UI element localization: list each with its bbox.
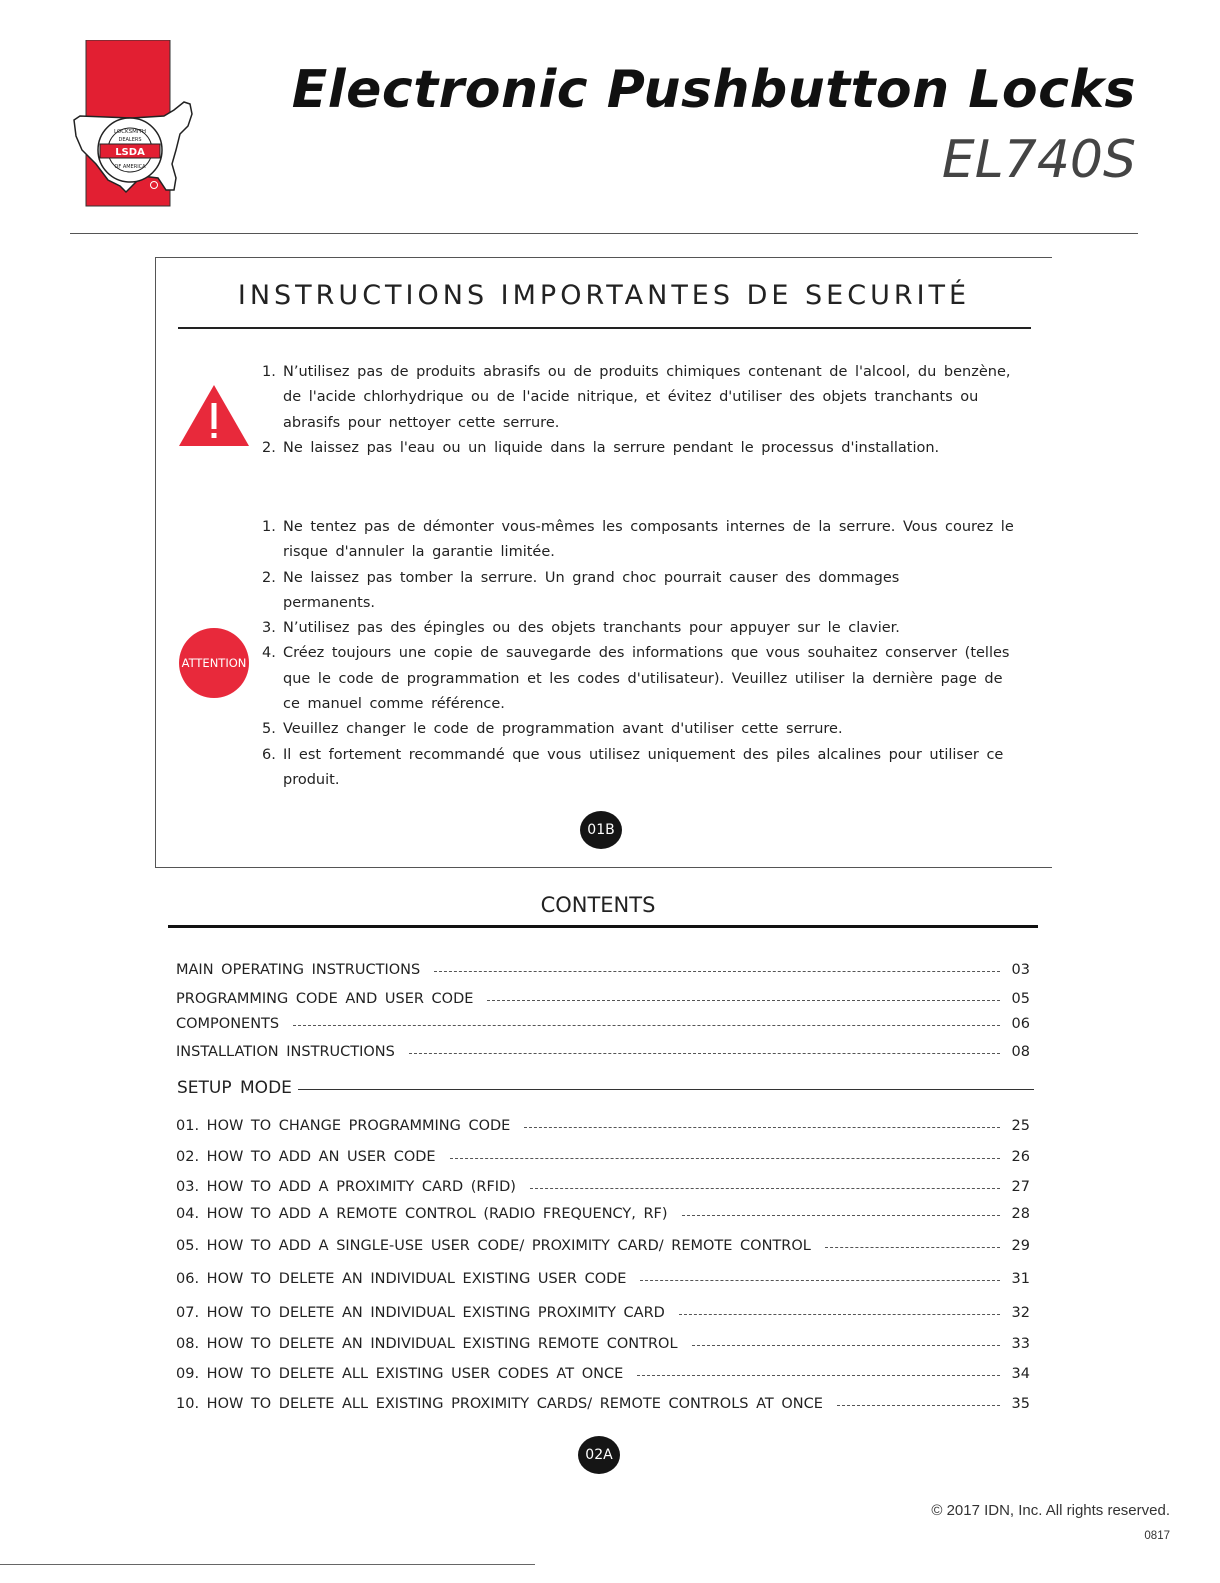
- document-title: Electronic Pushbutton Locks: [291, 60, 1136, 120]
- toc-entry[interactable]: 05. HOW TO ADD A SINGLE-USE USER CODE/ PROXIMITY CARD/ REMOTE CONTROL 29: [176, 1238, 1030, 1254]
- toc-entry[interactable]: INSTALLATION INSTRUCTIONS 08: [176, 1044, 1030, 1060]
- safety-title-divider: [178, 327, 1031, 329]
- warning-list: [262, 360, 1032, 461]
- attention-list: [262, 515, 1022, 793]
- svg-text:DEALERS: DEALERS: [118, 137, 142, 143]
- warning-icon: [178, 383, 250, 447]
- list-item: 4. Créez toujours une copie de sauvegarde des informations que vous souhaitez conserver (telles que le code de programmation et les codes d'utilisateur). Veuillez utiliser la dernière page de ce manuel comme référence.: [262, 645, 1010, 713]
- toc-entry[interactable]: 01. HOW TO CHANGE PROGRAMMING CODE 25: [176, 1118, 1030, 1134]
- toc-entry[interactable]: 09. HOW TO DELETE ALL EXISTING USER CODES AT ONCE 34: [176, 1366, 1030, 1382]
- svg-text:OF AMERICA: OF AMERICA: [114, 164, 146, 170]
- page-badge-02a: 02A: [578, 1436, 620, 1474]
- contents-divider: [168, 925, 1038, 928]
- page-badge-01b: 01B: [580, 811, 622, 849]
- toc-entry[interactable]: 07. HOW TO DELETE AN INDIVIDUAL EXISTING PROXIMITY CARD 32: [176, 1305, 1030, 1321]
- list-item: 5. Veuillez changer le code de programmation avant d'utiliser cette serrure.: [262, 721, 843, 738]
- toc-entry[interactable]: COMPONENTS 06: [176, 1016, 1030, 1032]
- toc-entry[interactable]: 03. HOW TO ADD A PROXIMITY CARD (RFID) 27: [176, 1179, 1030, 1195]
- header-divider: [70, 233, 1138, 234]
- list-item: 2. Ne laissez pas l'eau ou un liquide dans la serrure pendant le processus d'installation.: [262, 439, 940, 456]
- toc-entry[interactable]: PROGRAMMING CODE AND USER CODE 05: [176, 991, 1030, 1007]
- list-item: 3. N’utilisez pas des épingles ou des objets tranchants pour appuyer sur le clavier.: [262, 620, 900, 637]
- list-item: 2. Ne laissez pas tomber la serrure. Un grand choc pourrait causer des dommages permanents.: [262, 569, 900, 611]
- list-item: 1. Ne tentez pas de démonter vous-mêmes les composants internes de la serrure. Vous courez le risque d'annuler la garantie limitée.: [262, 519, 1014, 561]
- toc-entry[interactable]: 04. HOW TO ADD A REMOTE CONTROL (RADIO FREQUENCY, RF) 28: [176, 1206, 1030, 1222]
- toc-entry[interactable]: 02. HOW TO ADD AN USER CODE 26: [176, 1149, 1030, 1165]
- attention-badge: ATTENTION: [179, 628, 249, 698]
- setup-mode-heading: SETUP MODE: [177, 1077, 1034, 1099]
- toc-entry[interactable]: 06. HOW TO DELETE AN INDIVIDUAL EXISTING USER CODE 31: [176, 1271, 1030, 1287]
- contents-title: CONTENTS: [540, 893, 656, 917]
- svg-text:LSDA: LSDA: [115, 147, 145, 158]
- toc-entry[interactable]: MAIN OPERATING INSTRUCTIONS 03: [176, 962, 1030, 978]
- lsda-logo: [72, 40, 197, 208]
- toc-entry[interactable]: 10. HOW TO DELETE ALL EXISTING PROXIMITY CARDS/ REMOTE CONTROLS AT ONCE 35: [176, 1396, 1030, 1412]
- footer-divider: [0, 1564, 535, 1565]
- model-number: EL740S: [941, 130, 1136, 190]
- safety-title: INSTRUCTIONS IMPORTANTES DE SECURITÉ: [237, 280, 971, 311]
- toc-entry[interactable]: 08. HOW TO DELETE AN INDIVIDUAL EXISTING REMOTE CONTROL 33: [176, 1336, 1030, 1352]
- svg-text:LOCKSMITH: LOCKSMITH: [114, 129, 146, 135]
- document-code: 0817: [1144, 1530, 1170, 1542]
- list-item: 6. Il est fortement recommandé que vous utilisez uniquement des piles alcalines pour utiliser ce produit.: [262, 746, 1004, 788]
- copyright-notice: © 2017 IDN, Inc. All rights reserved.: [931, 1502, 1170, 1519]
- list-item: 1. N’utilisez pas de produits abrasifs ou de produits chimiques contenant de l'alcool, du benzène, de l'acide chlorhydrique ou de l'acide nitrique, et évitez d'utiliser des objets tranchants ou abrasifs pour nettoyer cette serrure.: [262, 364, 1011, 431]
